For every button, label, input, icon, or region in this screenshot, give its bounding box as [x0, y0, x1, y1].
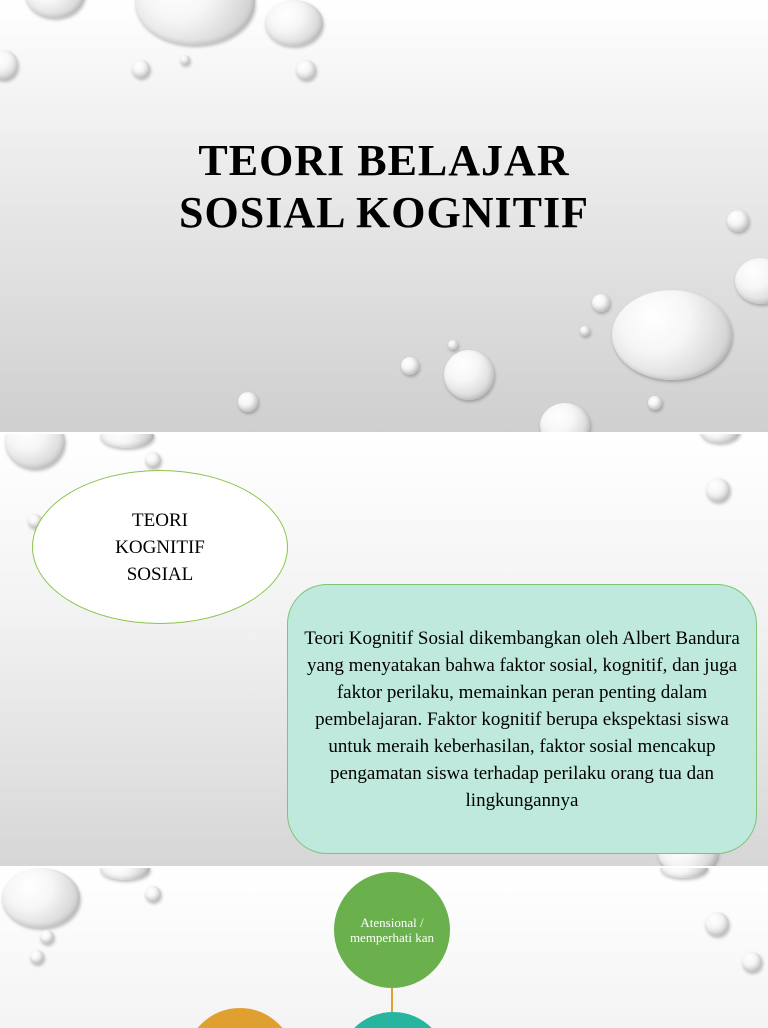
node-left	[185, 1008, 295, 1028]
water-drop	[238, 392, 258, 412]
node-middle	[338, 1012, 448, 1028]
water-drop	[100, 868, 150, 880]
slide-title	[0, 0, 768, 432]
topic-ellipse	[32, 470, 288, 624]
water-drop	[265, 0, 323, 46]
water-drop	[145, 886, 161, 902]
water-drop	[735, 258, 768, 304]
water-drop	[448, 340, 458, 350]
title-line-2: SOSIAL KOGNITIF	[179, 188, 589, 237]
presentation-title	[0, 135, 768, 239]
node-atensional-label: Atensional / memperhati kan	[349, 915, 435, 945]
slide-definition	[0, 434, 768, 866]
water-drop	[700, 434, 740, 443]
title-line-1: TEORI BELAJAR	[198, 136, 570, 185]
water-drop	[648, 396, 662, 410]
water-drop	[612, 290, 732, 380]
water-drop	[742, 952, 762, 972]
water-drop	[25, 0, 85, 18]
water-drop	[180, 55, 190, 65]
water-drop	[296, 60, 316, 80]
definition-card	[287, 584, 757, 854]
water-drop	[145, 452, 161, 468]
water-drop	[30, 950, 44, 964]
water-drop	[135, 0, 255, 45]
water-drop	[580, 326, 590, 336]
water-drop	[592, 294, 610, 312]
water-drop	[100, 434, 154, 448]
water-drop	[540, 403, 590, 432]
definition-text: Teori Kognitif Sosial dikembangkan oleh Albert Bandura yang menyatakan bahwa faktor sosial, kognitif, dan juga faktor perilaku, memainkan peran penting dalam pembelajaran. Faktor kognitif berupa ekspektasi siswa untuk meraih keberhasilan, faktor sosial mencakup pengamatan siswa terhadap perilaku orang tua dan lingkungannya	[304, 627, 740, 811]
water-drop	[5, 434, 65, 469]
topic-label: TEORI KOGNITIF SOSIAL	[115, 509, 205, 585]
node-atensional	[334, 872, 450, 988]
water-drop	[40, 930, 54, 944]
water-drop	[0, 50, 18, 80]
water-drop	[705, 912, 729, 936]
slide-diagram	[0, 868, 768, 1028]
water-drop	[132, 60, 150, 78]
water-drop	[2, 868, 80, 928]
water-drop	[706, 478, 730, 502]
water-drop	[660, 868, 708, 878]
water-drop	[401, 357, 419, 375]
water-drop	[444, 350, 494, 400]
